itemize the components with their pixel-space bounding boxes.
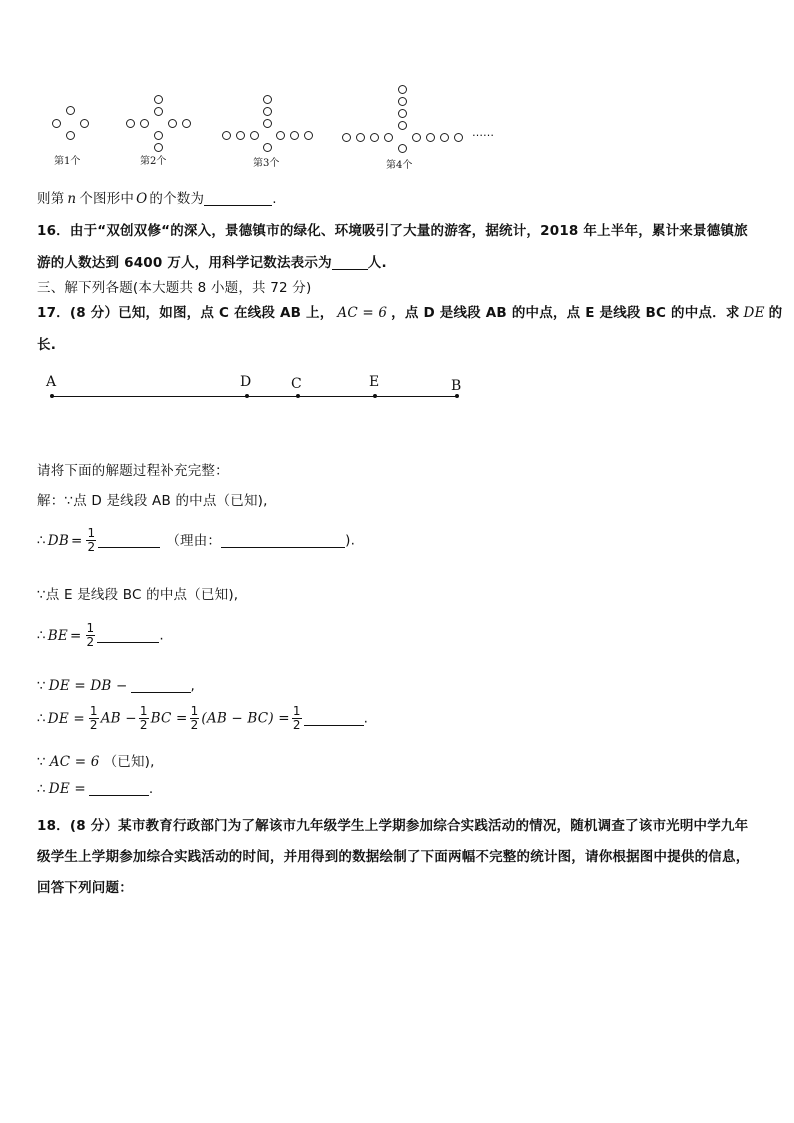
therefore-symbol: ∴ — [37, 781, 46, 797]
therefore-symbol: ∴ — [37, 627, 46, 644]
q15-suffix: 的个数为 — [149, 191, 205, 207]
step7-expr: AC = 6 — [49, 754, 100, 770]
q17-step-4 — [37, 622, 164, 649]
q17-ac-eq: AC = 6 — [337, 305, 388, 321]
step4-var: BE — [47, 627, 68, 644]
circle-icon — [140, 119, 149, 128]
therefore-symbol: ∴ — [37, 532, 46, 549]
circle-icon — [126, 119, 135, 128]
circle-icon — [236, 131, 245, 140]
circle-icon — [154, 143, 163, 152]
step2-var: DB — [47, 532, 69, 549]
q17-de: DE — [743, 305, 765, 321]
q18-line-3: 回答下列问题： — [37, 880, 133, 896]
circle-icon — [398, 144, 407, 153]
q18-line-2: 级学生上学期参加综合实践活动的时间，并用得到的数据绘制了下面两幅不完整的统计图，请你根据图中提供的信息， — [37, 849, 750, 865]
circle-icon — [304, 131, 313, 140]
circle-icon — [263, 95, 272, 104]
ellipsis: …… — [472, 126, 494, 139]
q15-line — [37, 187, 277, 207]
q17-step-3: ∵点 E 是线段 BC 的中点（已知), — [37, 587, 239, 603]
circle-icon — [426, 133, 435, 142]
step4-answer-blank[interactable] — [97, 628, 159, 643]
circle-icon — [290, 131, 299, 140]
point-c — [296, 394, 300, 398]
circle-icon — [440, 133, 449, 142]
label-d: D — [240, 374, 252, 390]
q17-line-1a: 17．(8 分）已知，如图，点 C 在线段 AB 上， — [37, 305, 334, 321]
q16-line-2b: 人. — [367, 255, 387, 271]
q15-mid: 个图形中 — [79, 191, 135, 207]
figure-caption-3: 第3个 — [253, 158, 280, 169]
q16-answer-blank[interactable] — [332, 255, 368, 270]
q16-line-2 — [37, 251, 387, 271]
step6-ab: AB − — [100, 710, 137, 727]
step5-answer-blank[interactable] — [131, 678, 191, 693]
q18-line-1: 18．(8 分）某市教育行政部门为了解该市九年级学生上学期参加综合实践活动的情况，随机调查了该市光明中学九年 — [37, 818, 749, 834]
q17-line-1b: ，点 D 是线段 AB 的中点，点 E 是线段 BC 的中点．求 — [391, 305, 740, 321]
step6-answer-blank[interactable] — [304, 711, 364, 726]
step8-answer-blank[interactable] — [89, 781, 149, 796]
step5-expr: DE = DB − — [48, 678, 128, 694]
fraction-half: $\frac{1}{2}$ — [292, 704, 301, 732]
step6-bc: BC = — [150, 710, 188, 727]
circle-icon — [250, 131, 259, 140]
circle-icon — [342, 133, 351, 142]
step4-end: . — [159, 627, 164, 644]
circle-icon — [398, 121, 407, 130]
step5-end: , — [190, 678, 196, 694]
circle-icon — [398, 85, 407, 94]
step2-reason-blank[interactable] — [221, 533, 345, 548]
q15-end: . — [272, 191, 277, 207]
circle-icon — [66, 131, 75, 140]
q17-step-7 — [37, 750, 155, 770]
circle-icon — [398, 109, 407, 118]
figure-caption-4: 第4个 — [386, 160, 413, 171]
step8-end: . — [148, 781, 154, 797]
circle-icon — [398, 97, 407, 106]
circle-icon — [384, 133, 393, 142]
q17-step-5 — [37, 678, 195, 694]
step6-de: DE = — [47, 710, 85, 727]
q17-line-1 — [37, 301, 782, 321]
q16-line-1: 16．由于“双创双修“的深入，景德镇市的绿化、环境吸引了大量的游客，据统计，2018 年上半年，累计来景德镇旅 — [37, 223, 748, 239]
q15-var-n: n — [67, 191, 77, 207]
circle-icon — [263, 119, 272, 128]
circle-icon — [154, 131, 163, 140]
point-b — [455, 394, 459, 398]
segment-ab — [52, 396, 457, 397]
circle-icon — [154, 107, 163, 116]
step8-expr: DE = — [48, 781, 86, 797]
fraction-half: $\frac{1}{2}$ — [190, 704, 199, 732]
q17-step-1: 解：∵点 D 是线段 AB 的中点（已知), — [37, 493, 268, 509]
label-c: C — [291, 376, 302, 392]
circle-icon — [263, 143, 272, 152]
circle-icon — [182, 119, 191, 128]
figure-caption-2: 第2个 — [140, 156, 167, 167]
fraction-half: $\frac{1}{2}$ — [87, 526, 96, 554]
step2-eq: = — [70, 532, 83, 549]
label-a: A — [46, 374, 57, 390]
q17-line-1c: 的 — [768, 305, 783, 321]
circle-icon — [222, 131, 231, 140]
circle-icon — [52, 119, 61, 128]
fraction-half: $\frac{1}{2}$ — [139, 704, 148, 732]
circle-icon — [66, 106, 75, 115]
q17-instruction: 请将下面的解题过程补充完整： — [37, 463, 229, 479]
therefore-symbol: ∴ — [37, 710, 46, 727]
step6-end: . — [363, 710, 369, 727]
circle-icon — [356, 133, 365, 142]
section-3-heading: 三、解下列各题(本大题共 8 小题，共 72 分) — [37, 280, 312, 296]
q17-step-2 — [37, 527, 355, 554]
q15-prefix: 则第 — [37, 191, 65, 207]
q17-step-6 — [37, 705, 368, 732]
figure-caption-1: 第1个 — [54, 156, 81, 167]
step2-reason-open: （理由： — [166, 532, 222, 549]
circle-icon — [370, 133, 379, 142]
q17-line-2: 长. — [37, 337, 57, 353]
label-b: B — [451, 378, 462, 394]
step2-reason-close: ). — [345, 532, 356, 549]
point-d — [245, 394, 249, 398]
q15-symbol: O — [136, 191, 148, 207]
q16-line-2a: 游的人数达到 6400 万人，用科学记数法表示为 — [37, 255, 332, 271]
step6-paren: (AB − BC) = — [201, 710, 290, 727]
because-symbol: ∵ — [37, 754, 46, 770]
circle-icon — [276, 131, 285, 140]
point-a — [50, 394, 54, 398]
fraction-half: $\frac{1}{2}$ — [89, 704, 98, 732]
fraction-half: $\frac{1}{2}$ — [86, 621, 95, 649]
step2-answer-blank[interactable] — [98, 533, 160, 548]
circle-icon — [412, 133, 421, 142]
point-e — [373, 394, 377, 398]
circle-icon — [168, 119, 177, 128]
step7-b: （已知), — [103, 754, 155, 770]
label-e: E — [369, 374, 380, 390]
circle-icon — [454, 133, 463, 142]
circle-icon — [263, 107, 272, 116]
q15-answer-blank[interactable] — [204, 191, 272, 206]
circle-icon — [154, 95, 163, 104]
step4-eq: = — [69, 627, 82, 644]
q17-step-8 — [37, 781, 153, 797]
because-symbol: ∵ — [37, 678, 46, 694]
circle-icon — [80, 119, 89, 128]
